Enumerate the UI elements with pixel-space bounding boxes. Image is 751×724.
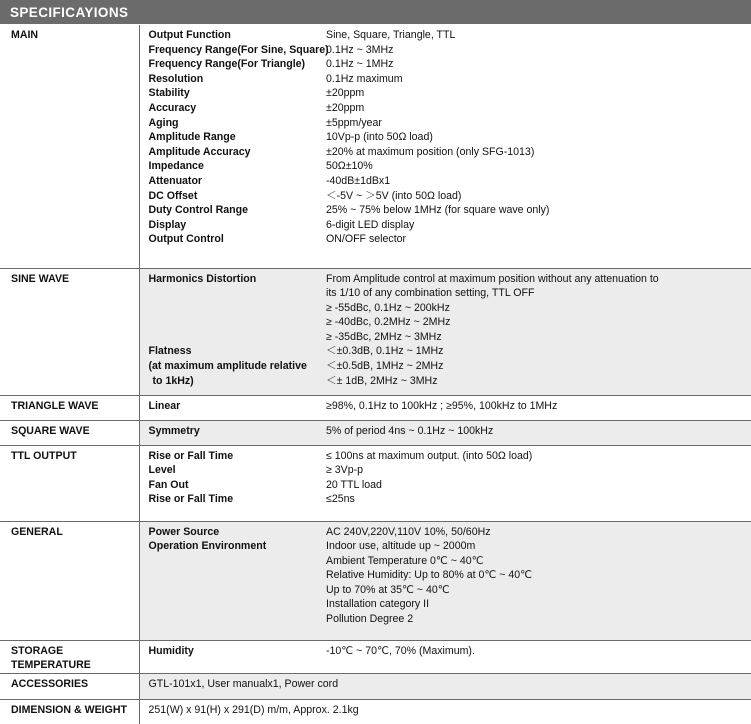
param-label: Amplitude Range	[148, 131, 236, 144]
section-general	[0, 521, 751, 640]
section-sine-wave	[0, 268, 751, 395]
param-value: ±20ppm	[326, 87, 365, 100]
param-label: Resolution	[148, 72, 204, 85]
values-ttl-output	[326, 445, 751, 521]
param-value: 0.1Hz ~ 1MHz	[326, 58, 394, 71]
param-label: Fan Out	[148, 478, 189, 491]
params-square-wave	[139, 420, 326, 445]
category-sine-wave: SINE WAVE	[0, 268, 139, 395]
param-value: -40dB±1dBx1	[326, 174, 391, 187]
value-dimension-weight: 251(W) x 91(H) x 291(D) m/m, Approx. 2.1kg	[148, 703, 359, 716]
category-storage-temperature: STORAGE TEMPERATURE	[0, 640, 139, 673]
param-label: Output Function	[148, 29, 231, 41]
param-value: -10℃ ~ 70℃, 70% (Maximum).	[326, 644, 475, 657]
params-storage-temperature	[139, 640, 326, 673]
param-value: 50Ω±10%	[326, 160, 373, 173]
param-label: Flatness	[148, 345, 192, 358]
param-label	[149, 330, 327, 345]
param-label	[149, 301, 327, 316]
param-value: ≥ 3Vp-p	[326, 464, 364, 477]
param-label: Rise or Fall Time	[148, 493, 234, 506]
category-main: MAIN	[0, 25, 139, 268]
param-label: Linear	[148, 399, 181, 412]
params-triangle-wave	[139, 395, 326, 420]
param-label	[149, 286, 327, 301]
param-value: ≥ -55dBc, 0.1Hz ~ 200kHz	[326, 301, 450, 314]
category-accessories: ACCESSORIES	[0, 673, 139, 699]
param-value: ≤25ns	[326, 493, 355, 506]
param-value: AC 240V,220V,110V 10%, 50/60Hz	[326, 525, 491, 538]
param-value: ＜± 1dB, 2MHz ~ 3MHz	[326, 374, 438, 387]
param-label: Rise or Fall Time	[148, 449, 234, 462]
param-value: ≥ -35dBc, 2MHz ~ 3MHz	[326, 330, 442, 343]
param-label: Harmonics Distortion	[148, 272, 257, 285]
param-value: Pollution Degree 2	[326, 613, 414, 626]
param-value: ≤ 100ns at maximum output. (into 50Ω load)	[326, 449, 533, 462]
category-ttl-output: TTL OUTPUT	[0, 445, 139, 521]
param-value: ±20% at maximum position (only SFG-1013)	[326, 145, 535, 158]
param-label: Attenuator	[148, 174, 203, 187]
param-label: Operation Environment	[148, 540, 267, 553]
param-label: Display	[148, 218, 187, 231]
param-label: Amplitude Accuracy	[148, 145, 251, 158]
param-value: Relative Humidity: Up to 80% at 0℃ ~ 40℃	[326, 569, 533, 582]
param-value: ≥ -40dBc, 0.2MHz ~ 2MHz	[326, 316, 451, 329]
param-label: Impedance	[148, 160, 204, 173]
params-ttl-output	[139, 445, 326, 521]
param-value: 10Vp-p (into 50Ω load)	[326, 131, 433, 144]
param-value: 25% ~ 75% below 1MHz (for square wave only)	[326, 204, 550, 217]
param-value: 20 TTL load	[326, 478, 382, 491]
param-value: ＜-5V ~ ＞5V (into 50Ω load)	[326, 189, 462, 202]
param-label: Duty Control Range	[148, 204, 248, 217]
values-main	[326, 25, 751, 268]
param-label: Symmetry	[148, 424, 200, 437]
section-square-wave	[0, 420, 751, 445]
param-value: its 1/10 of any combination setting, TTL OFF	[326, 287, 535, 300]
category-dimension-weight: DIMENSION & WEIGHT	[0, 699, 139, 724]
param-label: Stability	[148, 87, 190, 100]
param-value: Installation category II	[326, 598, 430, 611]
param-label: Frequency Range(For Sine, Square)	[148, 43, 329, 56]
param-value: 5% of period 4ns ~ 0.1Hz ~ 100kHz	[326, 424, 494, 437]
section-storage-temperature	[0, 640, 751, 673]
param-label: DC Offset	[148, 189, 198, 202]
category-square-wave: SQUARE WAVE	[0, 420, 139, 445]
param-value: ＜±0.5dB, 1MHz ~ 2MHz	[326, 360, 444, 373]
param-value: ON/OFF selector	[326, 233, 407, 246]
param-value: Indoor use, altitude up ~ 2000m	[326, 540, 476, 553]
param-value: 0.1Hz ~ 3MHz	[326, 43, 394, 56]
param-label: Output Control	[148, 233, 224, 246]
param-label	[149, 315, 327, 330]
params-sine-wave	[139, 268, 326, 395]
params-main	[139, 25, 329, 268]
param-value: ＜±0.3dB, 0.1Hz ~ 1MHz	[326, 345, 444, 358]
section-dimension-weight	[0, 699, 751, 724]
param-value: ±5ppm/year	[326, 116, 382, 129]
values-triangle-wave	[326, 395, 751, 420]
values-storage-temperature	[326, 640, 751, 673]
param-label: Aging	[148, 116, 179, 129]
param-value: Up to 70% at 35℃ ~ 40℃	[326, 583, 450, 596]
param-value: ±20ppm	[326, 101, 365, 114]
params-general	[139, 521, 326, 640]
page-title: SPECIFICAYIONS	[0, 0, 751, 25]
param-label: Level	[148, 464, 176, 477]
section-triangle-wave	[0, 395, 751, 420]
param-label: Power Source	[148, 525, 220, 538]
param-value: 6-digit LED display	[326, 218, 415, 231]
values-square-wave	[326, 420, 751, 445]
section-main	[0, 25, 751, 268]
values-general	[326, 521, 751, 640]
param-value: Ambient Temperature 0℃ ~ 40℃	[326, 554, 484, 567]
section-accessories	[0, 673, 751, 699]
param-value: 0.1Hz maximum	[326, 72, 403, 85]
param-label: Accuracy	[148, 101, 197, 114]
param-label: to 1kHz)	[152, 374, 194, 387]
category-general: GENERAL	[0, 521, 139, 640]
param-value: ≥98%, 0.1Hz to 100kHz ; ≥95%, 100kHz to 1MHz	[326, 399, 558, 412]
param-label: Humidity	[148, 644, 194, 657]
value-accessories: GTL-101x1, User manualx1, Power cord	[139, 673, 751, 699]
values-sine-wave	[326, 268, 751, 395]
category-triangle-wave: TRIANGLE WAVE	[0, 395, 139, 420]
section-ttl-output	[0, 445, 751, 521]
param-label: (at maximum amplitude relative	[148, 360, 307, 373]
param-label: Frequency Range(For Triangle)	[148, 58, 306, 71]
param-value: From Amplitude control at maximum position without any attenuation to	[326, 272, 659, 285]
spec-table	[0, 25, 751, 724]
param-value: Sine, Square, Triangle, TTL	[326, 29, 456, 41]
